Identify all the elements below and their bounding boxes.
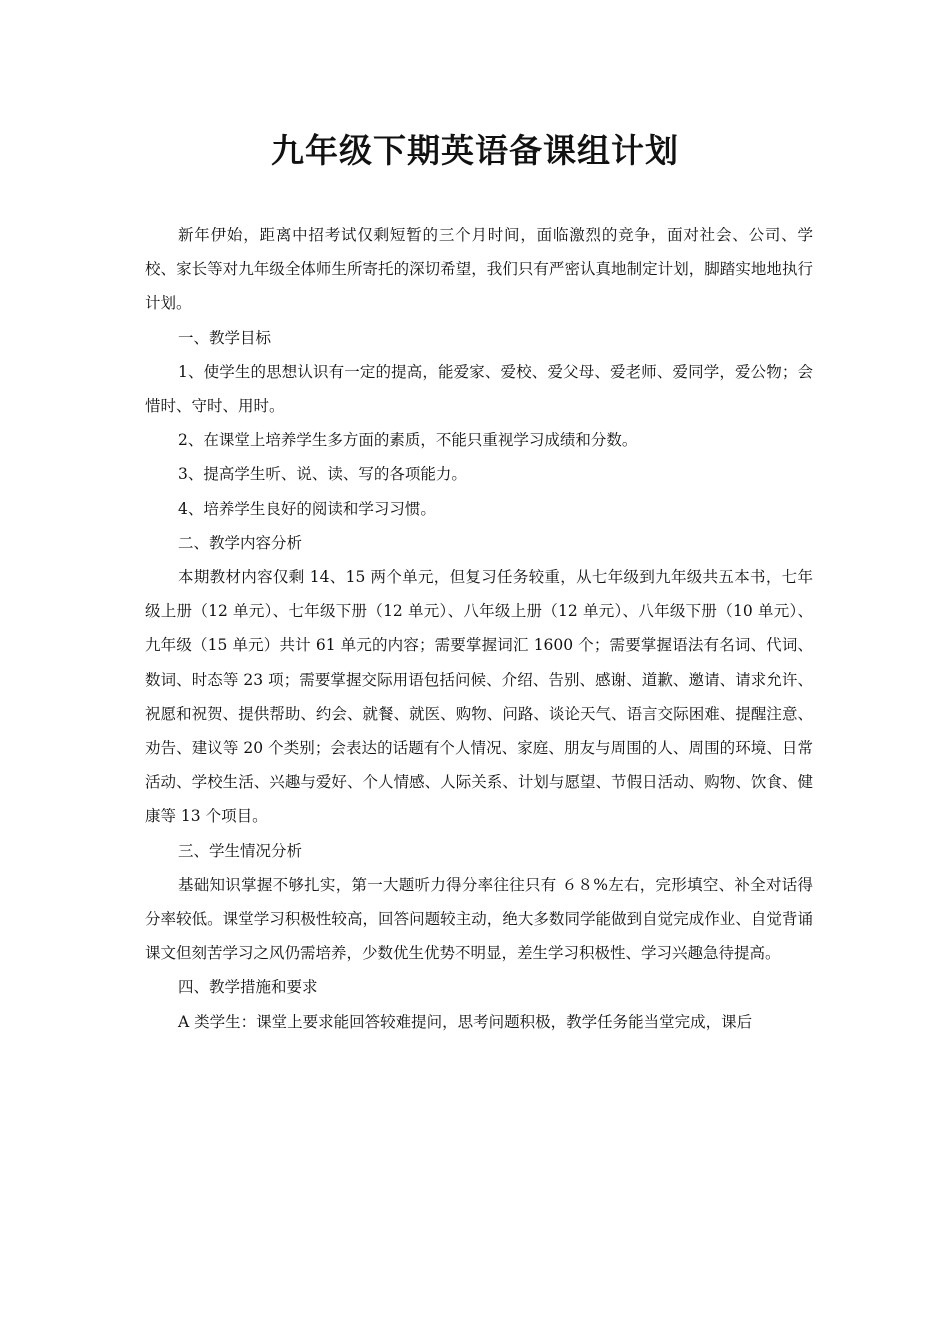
- measures-paragraph: A 类学生：课堂上要求能回答较难提问，思考问题积极，教学任务能当堂完成，课后: [178, 1012, 753, 1031]
- student-analysis-paragraph: 基础知识掌握不够扎实，第一大题听力得分率往往只有 ６８%左右，完形填空、补全对话得分率较低。课堂学习积极性较高，回答问题较主动，绝大多数同学能做到自觉完成作业、自觉背诵课文但刻苦学习之风仍需培养，少数优生优势不明显，差生学习积极性、学习兴趣急待提高。: [145, 875, 813, 963]
- goal-item-3: 3、提高学生听、说、读、写的各项能力。: [178, 465, 467, 484]
- content-analysis-paragraph: 本期教材内容仅剩 14、15 两个单元，但复习任务较重，从七年级到九年级共五本书，七年级上册（12 单元）、七年级下册（12 单元）、八年级上册（12 单元）、八年级下册（10 单元）、九年级（15 单元）共计 61 单元的内容；需要掌握词汇 1600 个；需要掌握语法有名词、代词、数词、时态等 23 项；需要掌握交际用语包括问候、介绍、告别、感谢、道歉、邀请、请求允许、祝愿和祝贺、提供帮助、约会、就餐、就医、购物、问路、谈论天气、语言交际困难、提醒注意、劝告、建议等 20 个类别；会表达的话题有个人情况、家庭、朋友与周围的人、周围的环境、日常活动、学校生活、兴趣与爱好、个人情感、人际关系、计划与愿望、节假日活动、购物、饮食、健康等 13 个项目。: [145, 568, 813, 826]
- goal-item-4: 4、培养学生良好的阅读和学习习惯。: [178, 499, 436, 518]
- document-title: 九年级下期英语备课组计划: [271, 131, 679, 170]
- goal-item-1: 1、使学生的思想认识有一定的提高，能爱家、爱校、爱父母、爱老师、爱同学，爱公物；会惜时、守时、用时。: [145, 362, 813, 416]
- section-heading-student-analysis: 三、学生情况分析: [178, 841, 303, 860]
- goal-item-2: 2、在课堂上培养学生多方面的素质，不能只重视学习成绩和分数。: [178, 431, 638, 450]
- section-heading-teaching-goals: 一、教学目标: [178, 328, 272, 347]
- document-body: [145, 218, 813, 1039]
- intro-paragraph: 新年伊始，距离中招考试仅剩短暂的三个月时间，面临激烈的竞争，面对社会、公司、学校、家长等对九年级全体师生所寄托的深切希望，我们只有严密认真地制定计划，脚踏实地地执行计划。: [145, 226, 813, 313]
- section-heading-measures: 四、教学措施和要求: [178, 978, 318, 997]
- section-heading-content-analysis: 二、教学内容分析: [178, 533, 303, 552]
